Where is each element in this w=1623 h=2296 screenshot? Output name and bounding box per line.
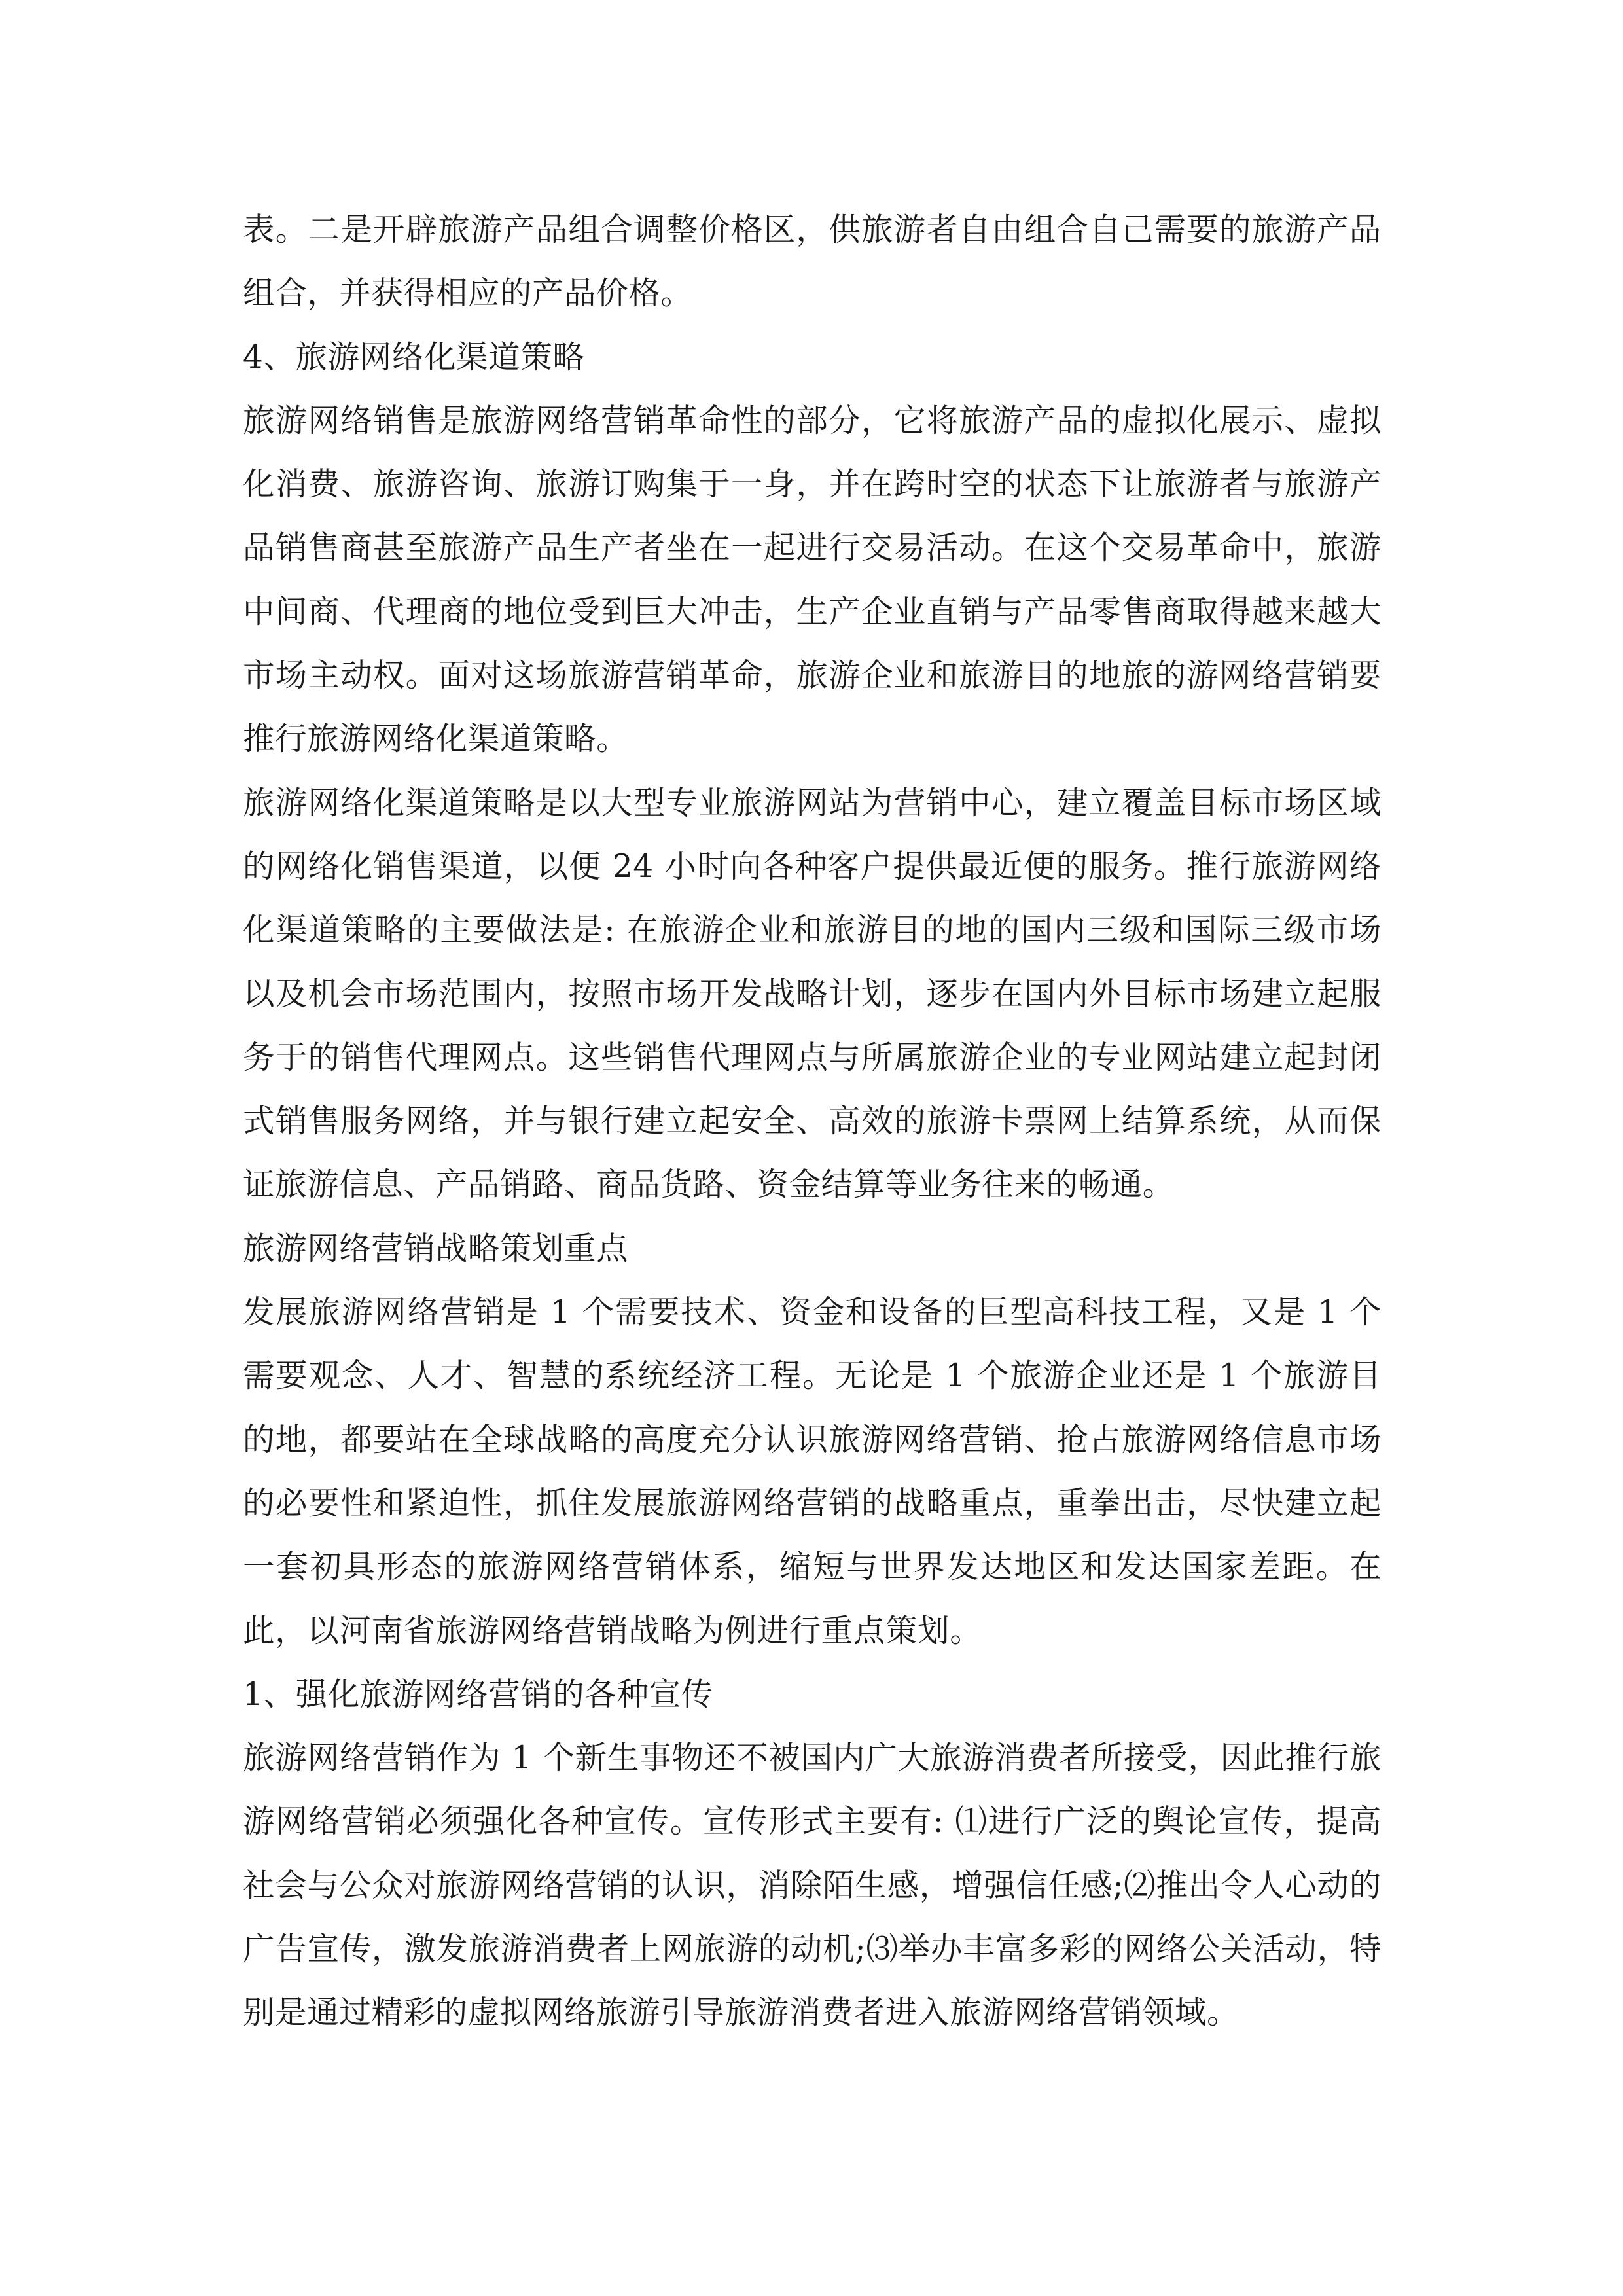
- paragraph-channel-method: 旅游网络化渠道策略是以大型专业旅游网站为营销中心，建立覆盖目标市场区域的网络化销售渠道，以便 24 小时向各种客户提供最近便的服务。推行旅游网络化渠道策略的主要做法是: 在旅游企业和旅游目的地的国内三级和国际三级市场以及机会市场范围内，按照市场开发战略计划，逐步在国内外目标市场建立起服务于的销售代理网点。这些销售代理网点与所属旅游企业的专业网站建立起封闭式销售服务网络，并与银行建立起安全、高效的旅游卡票网上结算系统，从而保证旅游信息、产品销路、商品货路、资金结算等业务往来的畅通。: [243, 784, 1382, 1204]
- heading-promotion: 1、强化旅游网络营销的各种宣传: [243, 1676, 713, 1713]
- heading-channel-strategy: 4、旅游网络化渠道策略: [243, 338, 585, 376]
- paragraph-price-zone: 表。二是开辟旅游产品组合调整价格区，供旅游者自由组合自己需要的旅游产品组合，并获得相应的产品价格。: [243, 211, 1382, 312]
- document-body: [243, 198, 1382, 2045]
- paragraph-promotion: 旅游网络营销作为 1 个新生事物还不被国内广大旅游消费者所接受，因此推行旅游网络营销必须强化各种宣传。宣传形式主要有: ⑴进行广泛的舆论宣传，提高社会与公众对旅游网络营销的认识，消除陌生感，增强信任感;⑵推出令人心动的广告宣传，激发旅游消费者上网旅游的动机;⑶举办丰富多彩的网络公关活动，特别是通过精彩的虚拟网络旅游引导旅游消费者进入旅游网络营销领域。: [243, 1740, 1382, 2032]
- paragraph-online-sales: 旅游网络销售是旅游网络营销革命性的部分，它将旅游产品的虚拟化展示、虚拟化消费、旅游咨询、旅游订购集于一身，并在跨时空的状态下让旅游者与旅游产品销售商甚至旅游产品生产者坐在一起进行交易活动。在这个交易革命中，旅游中间商、代理商的地位受到巨大冲击，生产企业直销与产品零售商取得越来越大市场主动权。面对这场旅游营销革命，旅游企业和旅游目的地旅的游网络营销要推行旅游网络化渠道策略。: [243, 402, 1382, 758]
- heading-strategy-focus: 旅游网络营销战略策划重点: [243, 1230, 629, 1267]
- paragraph-strategy-focus: 发展旅游网络营销是 1 个需要技术、资金和设备的巨型高科技工程，又是 1 个需要观念、人才、智慧的系统经济工程。无论是 1 个旅游企业还是 1 个旅游目的地，都要站在全球战略的高度充分认识旅游网络营销、抢占旅游网络信息市场的必要性和紧迫性，抓住发展旅游网络营销的战略重点，重拳出击，尽快建立起一套初具形态的旅游网络营销体系，缩短与世界发达地区和发达国家差距。在此，以河南省旅游网络营销战略为例进行重点策划。: [243, 1294, 1382, 1649]
